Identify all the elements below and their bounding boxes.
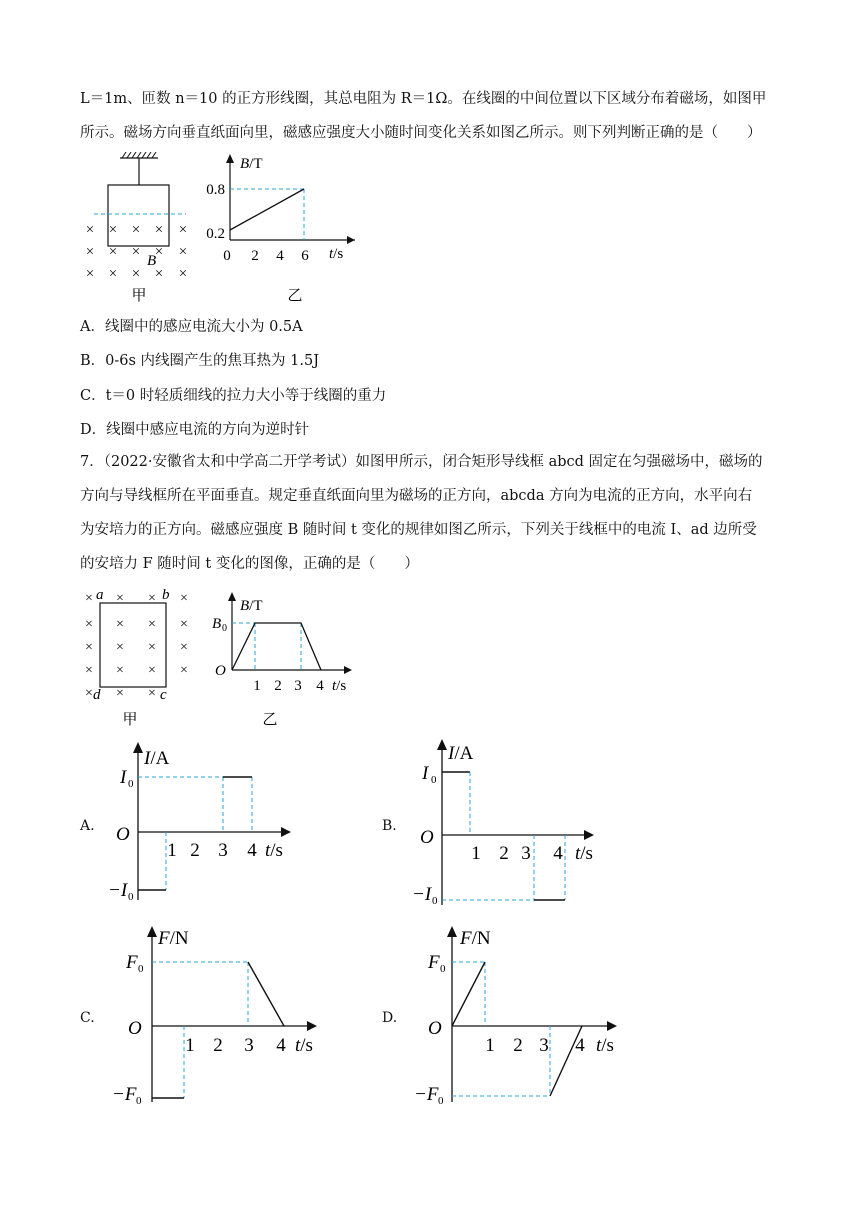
b0-sub: 0 bbox=[222, 623, 227, 634]
svg-text:4: 4 bbox=[247, 840, 257, 861]
svg-text:×: × bbox=[148, 640, 156, 655]
svg-text:2: 2 bbox=[499, 843, 509, 864]
q6-text-line2: 所示。磁场方向垂直纸面向里，磁感应强度大小随时间变化关系如图乙所示。则下列判断正确的是（ ） bbox=[80, 125, 762, 141]
q7-caption-jia: 甲 bbox=[122, 712, 138, 728]
tick-x-4: 4 bbox=[276, 248, 284, 264]
svg-text:×: × bbox=[131, 222, 141, 238]
svg-text:×: × bbox=[85, 617, 93, 632]
svg-text:×: × bbox=[116, 617, 124, 632]
svg-text:t/s: t/s bbox=[596, 1035, 614, 1056]
q7-option-a-label: A. bbox=[80, 818, 95, 834]
tick-y-08: 0.8 bbox=[206, 182, 225, 198]
q7-figure-frame bbox=[80, 585, 195, 730]
svg-text:×: × bbox=[148, 663, 156, 678]
svg-text:2: 2 bbox=[213, 1035, 223, 1056]
q7-option-c-graph bbox=[108, 922, 328, 1112]
svg-text:t/s: t/s bbox=[295, 1035, 313, 1056]
svg-text:F/N: F/N bbox=[158, 928, 189, 949]
q6-option-c: C．t＝0 时轻质细线的拉力大小等于线圈的重力 bbox=[80, 388, 387, 404]
svg-text:×: × bbox=[148, 591, 156, 606]
svg-text:0: 0 bbox=[128, 778, 134, 790]
svg-text:t/s: t/s bbox=[265, 840, 283, 861]
svg-text:×: × bbox=[85, 266, 95, 282]
svg-text:4: 4 bbox=[276, 1035, 286, 1056]
svg-text:0: 0 bbox=[432, 895, 438, 907]
q7-option-b-label: B. bbox=[382, 818, 397, 834]
q7-caption-yi: 乙 bbox=[262, 712, 278, 728]
svg-text:F/N: F/N bbox=[460, 928, 491, 949]
svg-text:×: × bbox=[108, 266, 118, 282]
svg-text:0: 0 bbox=[440, 963, 446, 975]
caption-yi: 乙 bbox=[287, 288, 303, 302]
b-neg-i0: −I bbox=[412, 884, 432, 905]
corner-b: b bbox=[162, 587, 170, 603]
svg-text:×: × bbox=[154, 222, 164, 238]
q7-figure-bt-graph bbox=[205, 590, 370, 730]
c-origin: O bbox=[128, 1018, 142, 1039]
a-neg-i0: −I bbox=[108, 880, 128, 901]
svg-text:×: × bbox=[116, 591, 124, 606]
svg-text:×: × bbox=[85, 663, 93, 678]
corner-a: a bbox=[96, 587, 104, 603]
q7-option-b-graph bbox=[410, 735, 620, 915]
q7-tick-1: 1 bbox=[253, 678, 261, 694]
svg-text:×: × bbox=[178, 244, 188, 260]
q6-text-line1: L＝1m、匝数 n＝10 的正方形线圈，其总电阻为 R＝1Ω。在线圈的中间位置以下区域分布着磁场，如图甲 bbox=[80, 91, 767, 107]
svg-text:×: × bbox=[116, 686, 124, 701]
svg-text:×: × bbox=[116, 640, 124, 655]
svg-text:×: × bbox=[178, 266, 188, 282]
svg-text:1: 1 bbox=[167, 840, 177, 861]
svg-text:×: × bbox=[85, 244, 95, 260]
q6-option-b: B．0-6s 内线圈产生的焦耳热为 1.5J bbox=[80, 353, 320, 369]
svg-text:0: 0 bbox=[136, 1095, 142, 1107]
svg-text:×: × bbox=[148, 686, 156, 701]
d-f0: F bbox=[428, 952, 440, 973]
svg-text:×: × bbox=[85, 222, 95, 238]
svg-text:×: × bbox=[131, 266, 141, 282]
svg-text:×: × bbox=[180, 591, 188, 606]
b0-label: B bbox=[212, 616, 222, 632]
q7-option-d-graph bbox=[410, 922, 630, 1112]
q7-tick-2: 2 bbox=[274, 678, 282, 694]
svg-text:3: 3 bbox=[244, 1035, 254, 1056]
a-i0: I bbox=[120, 767, 127, 788]
q7-tick-4: 4 bbox=[316, 678, 324, 694]
d-origin: O bbox=[428, 1018, 442, 1039]
q7-text-line4: 的安培力 F 随时间 t 变化的图像，正确的是（ ） bbox=[80, 556, 419, 572]
origin-label: O bbox=[215, 663, 226, 679]
c-f0: F bbox=[126, 952, 138, 973]
tick-x-6: 6 bbox=[301, 248, 309, 264]
svg-text:B/T: B/T bbox=[240, 598, 263, 614]
corner-d: d bbox=[93, 687, 101, 703]
svg-text:×: × bbox=[85, 640, 93, 655]
q7-tick-3: 3 bbox=[294, 678, 302, 694]
svg-text:×: × bbox=[108, 222, 118, 238]
tick-x-2: 2 bbox=[251, 248, 259, 264]
tick-y-02: 0.2 bbox=[206, 226, 225, 242]
a-origin: O bbox=[116, 824, 130, 845]
svg-text:3: 3 bbox=[218, 840, 228, 861]
svg-text:I/A: I/A bbox=[144, 748, 170, 769]
svg-text:2: 2 bbox=[190, 840, 200, 861]
svg-text:×: × bbox=[85, 686, 93, 701]
q7-text-line1: 7．（2022·安徽省太和中学高二开学考试）如图甲所示，闭合矩形导线框 abcd 固定在匀强磁场中，磁场的 bbox=[80, 454, 763, 470]
svg-text:0: 0 bbox=[431, 774, 437, 786]
svg-text:I/A: I/A bbox=[448, 743, 474, 764]
svg-text:×: × bbox=[180, 663, 188, 678]
b-i0: I bbox=[422, 763, 429, 784]
caption-jia: 甲 bbox=[131, 288, 147, 302]
svg-text:×: × bbox=[108, 244, 118, 260]
q6-option-d: D．线圈中感应电流的方向为逆时针 bbox=[80, 422, 310, 438]
field-label-b: B bbox=[147, 253, 157, 269]
svg-text:×: × bbox=[148, 617, 156, 632]
q6-figure-bt-graph bbox=[205, 152, 365, 302]
corner-c: c bbox=[160, 687, 167, 703]
svg-text:4: 4 bbox=[553, 843, 563, 864]
svg-text:×: × bbox=[131, 244, 141, 260]
svg-text:3: 3 bbox=[521, 843, 531, 864]
svg-text:×: × bbox=[180, 617, 188, 632]
svg-text:0: 0 bbox=[438, 1095, 444, 1107]
d-neg-f0: −F bbox=[414, 1084, 439, 1105]
svg-text:1: 1 bbox=[185, 1035, 195, 1056]
b-origin: O bbox=[420, 827, 434, 848]
svg-text:4: 4 bbox=[575, 1035, 585, 1056]
svg-text:B/T: B/T bbox=[240, 156, 263, 172]
svg-text:×: × bbox=[116, 663, 124, 678]
svg-text:×: × bbox=[178, 222, 188, 238]
svg-text:×: × bbox=[154, 266, 164, 282]
q6-option-a: A．线圈中的感应电流大小为 0.5A bbox=[80, 319, 303, 335]
svg-text:0: 0 bbox=[128, 891, 134, 903]
svg-text:t/s: t/s bbox=[329, 246, 344, 262]
svg-text:1: 1 bbox=[471, 843, 481, 864]
svg-text:1: 1 bbox=[485, 1035, 495, 1056]
q6-figure-coil bbox=[80, 152, 200, 302]
q7-text-line3: 为安培力的正方向。磁感应强度 B 随时间 t 变化的规律如图乙所示，下列关于线框中的电流 I、ad 边所受 bbox=[80, 522, 757, 538]
svg-text:t/s: t/s bbox=[332, 678, 347, 694]
svg-text:×: × bbox=[154, 244, 164, 260]
q7-option-a-graph bbox=[108, 740, 308, 910]
q7-option-d-label: D. bbox=[382, 1010, 398, 1026]
tick-x-0: 0 bbox=[223, 248, 231, 264]
svg-text:0: 0 bbox=[138, 963, 144, 975]
svg-text:3: 3 bbox=[539, 1035, 549, 1056]
c-neg-f0: −F bbox=[112, 1084, 137, 1105]
q7-text-line2: 方向与导线框所在平面垂直。规定垂直纸面向里为磁场的正方向，abcda 方向为电流的正方向，水平向右 bbox=[80, 488, 753, 504]
svg-text:×: × bbox=[85, 591, 93, 606]
svg-text:×: × bbox=[180, 640, 188, 655]
svg-text:t/s: t/s bbox=[575, 843, 593, 864]
svg-text:2: 2 bbox=[513, 1035, 523, 1056]
q7-option-c-label: C. bbox=[80, 1010, 95, 1026]
